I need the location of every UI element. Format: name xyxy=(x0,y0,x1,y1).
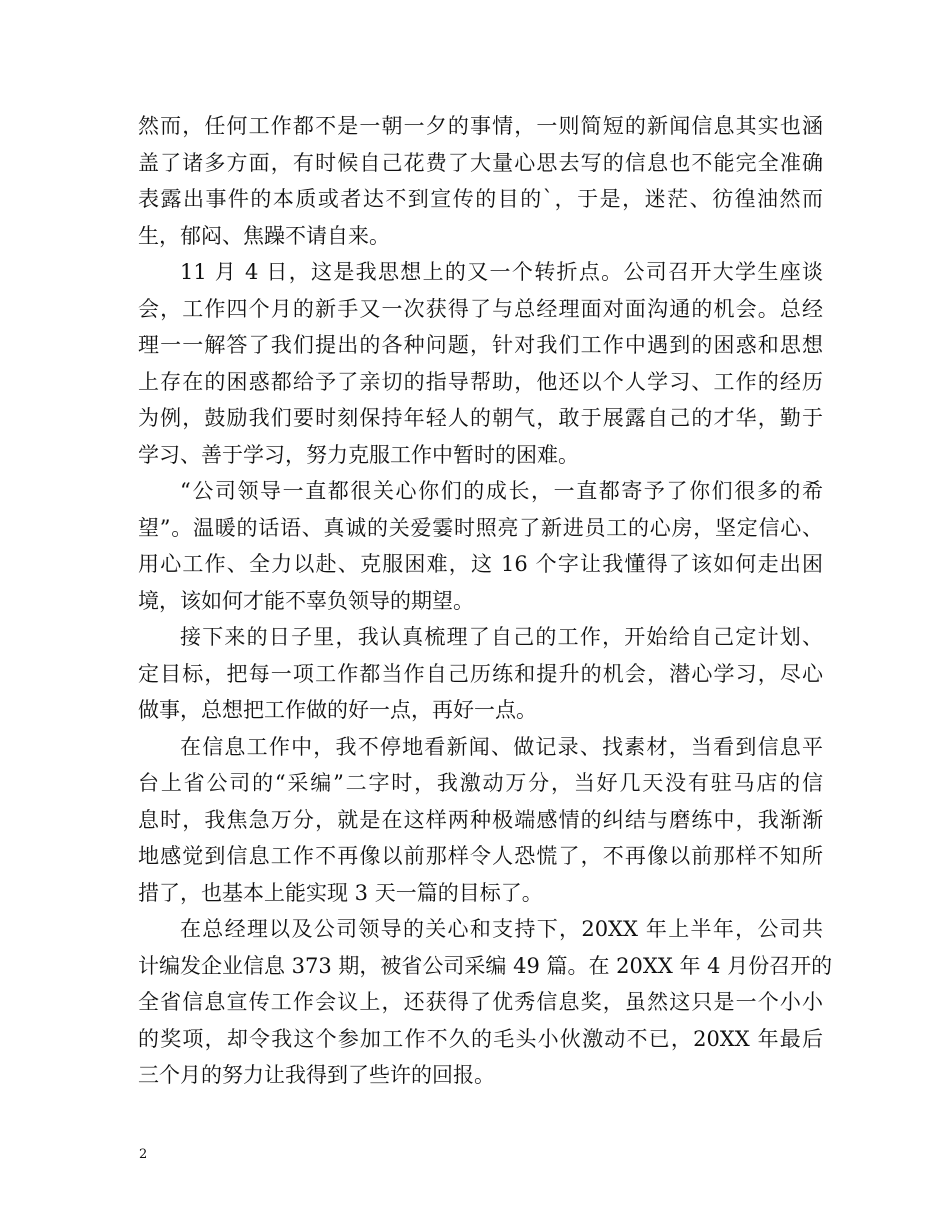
paragraph-1 xyxy=(138,108,823,254)
text-line: 地感觉到信息工作不再像以前那样令人恐慌了，不再像以前那样不知所 xyxy=(138,844,823,868)
document-body xyxy=(138,108,833,1094)
text-line: 在总经理以及公司领导的关心和支持下，20XX 年上半年，公司共 xyxy=(180,917,823,941)
text-line: 会，工作四个月的新手又一次获得了与总经理面对面沟通的机会。总经 xyxy=(138,296,823,321)
text-line: 为例，鼓励我们要时刻保持年轻人的朝气，敢于展露自己的才华，勤于 xyxy=(138,406,823,430)
text-line: 望”。温暖的话语、真诚的关爱霎时照亮了新进员工的心房，坚定信心、 xyxy=(138,515,823,540)
text-line: 然而，任何工作都不是一朝一夕的事情，一则简短的新闻信息其实也涵 xyxy=(138,114,823,138)
text-line: 境，该如何才能不辜负领导的期望。 xyxy=(138,588,474,613)
text-line: 盖了诸多方面，有时候自己花费了大量心思去写的信息也不能完全准确 xyxy=(138,150,823,175)
paragraph-2 xyxy=(138,254,823,473)
text-line: 台上省公司的“采编”二字时，我激动万分，当好几天没有驻马店的信 xyxy=(138,771,823,795)
text-line: 的奖项，却令我这个参加工作不久的毛头小伙激动不已，20XX 年最后 xyxy=(138,1026,823,1051)
text-line: 表露出事件的本质或者达不到宣传的目的`，于是，迷茫、彷徨油然而 xyxy=(138,187,823,211)
text-line: 全省信息宣传工作会议上，还获得了优秀信息奖，虽然这只是一个小小 xyxy=(138,990,823,1014)
text-line: 用心工作、全力以赴、克服困难，这 16 个字让我懂得了该如何走出困 xyxy=(138,552,823,576)
text-line: 上存在的困惑都给予了亲切的指导帮助，他还以个人学习、工作的经历 xyxy=(138,369,823,394)
text-line: 在信息工作中，我不停地看新闻、做记录、找素材，当看到信息平 xyxy=(180,734,823,759)
text-line: 理一一解答了我们提出的各种问题，针对我们工作中遇到的困惑和思想 xyxy=(138,333,823,357)
paragraph-3 xyxy=(138,473,823,619)
page-number: 2 xyxy=(139,1147,148,1162)
text-line: 11 月 4 日，这是我思想上的又一个转折点。公司召开大学生座谈 xyxy=(180,260,823,284)
text-line: “公司领导一直都很关心你们的成长，一直都寄予了你们很多的希 xyxy=(180,479,823,503)
text-line: 接下来的日子里，我认真梳理了自己的工作，开始给自己定计划、 xyxy=(180,625,823,649)
paragraph-5 xyxy=(138,729,823,912)
text-line: 息时，我焦急万分，就是在这样两种极端感情的纠结与磨练中，我渐渐 xyxy=(138,807,823,832)
text-line: 生，郁闷、焦躁不请自来。 xyxy=(138,223,390,248)
paragraph-4 xyxy=(138,619,823,729)
paragraph-6 xyxy=(138,911,833,1094)
text-line: 措了，也基本上能实现 3 天一篇的目标了。 xyxy=(138,880,543,905)
text-line: 三个月的努力让我得到了些许的回报。 xyxy=(138,1063,495,1087)
text-line: 计编发企业信息 373 期，被省公司采编 49 篇。在 20XX 年 4 月份召开的 xyxy=(138,953,833,978)
text-line: 学习、善于学习，努力克服工作中暂时的困难。 xyxy=(138,442,579,467)
text-line: 定目标，把每一项工作都当作自己历练和提升的机会，潜心学习，尽心 xyxy=(138,661,823,686)
text-line: 做事，总想把工作做的好一点，再好一点。 xyxy=(138,698,537,722)
